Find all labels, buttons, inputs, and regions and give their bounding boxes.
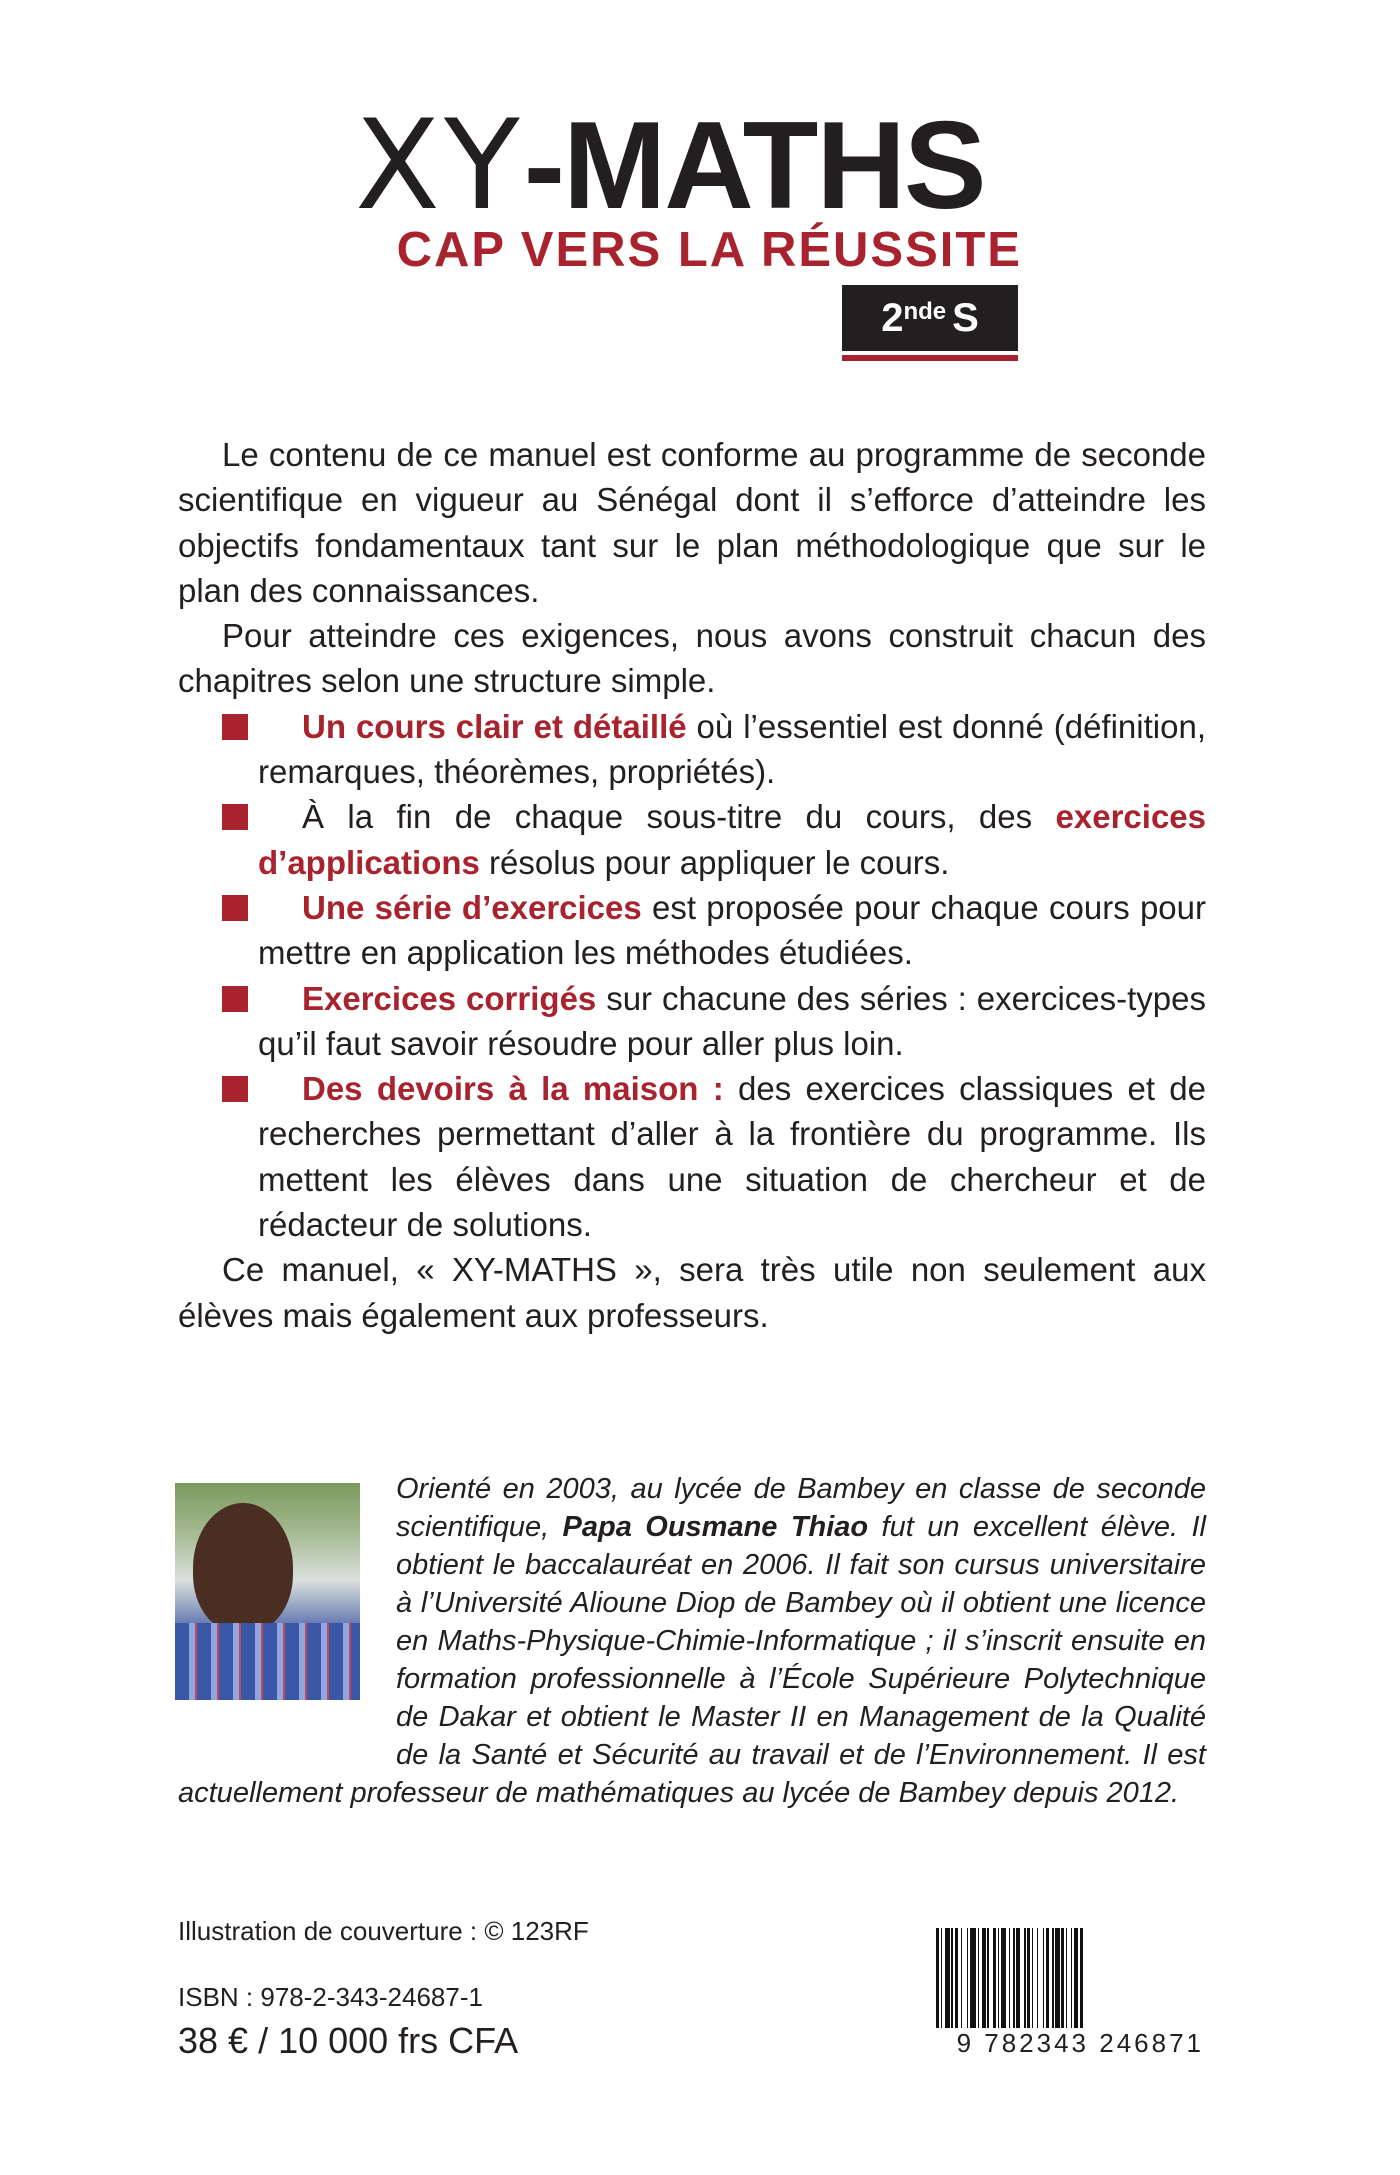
title-bold: -MATHS: [523, 97, 985, 235]
barcode-number: 9 782343 246871: [936, 2028, 1204, 2059]
level-main: 2: [881, 295, 904, 340]
intro-paragraph-1: Le contenu de ce manuel est conforme au programme de seconde scientifique en vigueur au Sénégal dont il s’efforce d’atteindre les objectifs fondamentaux tant sur le plan méthodologique que sur le plan des connaissances.: [178, 436, 1206, 609]
book-title: [355, 94, 1055, 238]
chevron-right-icon: ›: [222, 986, 248, 1012]
level-badge: [842, 285, 1018, 351]
intro-paragraph-2: Pour atteindre ces exigences, nous avons construit chacun des chapitres selon une structure simple.: [178, 617, 1206, 700]
feature-bullet: [178, 794, 1206, 885]
author-bio: [178, 1470, 1206, 1812]
bullet-text: sur chacune des séries : exercices-types qu’il faut savoir résoudre pour aller plus loin.: [258, 979, 1206, 1062]
author-name: Papa Ousmane Thiao: [562, 1511, 869, 1543]
feature-bullet: [178, 704, 1206, 795]
bullet-highlight: Des devoirs à la maison :: [302, 1070, 724, 1108]
barcode: [936, 1928, 1204, 2058]
chevron-right-icon: ›: [222, 1076, 248, 1102]
title-light: XY: [355, 94, 524, 238]
bullet-highlight: exercices d’applications: [258, 798, 1206, 881]
book-subtitle: CAP VERS LA RÉUSSITE: [396, 223, 1022, 277]
price: 38 € / 10 000 frs CFA: [178, 2020, 519, 2061]
bio-text-2: fut un excellent élève. Il obtient le baccalauréat en 2006. Il fait son cursus universitaire à l’Université Alioune Diop de Bambey où il obtient une licence en Maths-Physique-Chimie-Informatique ; il s’inscrit ensuite en formation professionnelle à l’École Supérieure Polytechnique de Dakar et obtient le Master II en Management de la Qualité de la Santé et Sécurité au travail et de l’Environnement. Il est actuellement professeur de mathématiques au lycée de Bambey depuis 2012.: [178, 1511, 1206, 1809]
feature-bullet: [178, 885, 1206, 976]
level-sup: nde: [903, 298, 947, 325]
bullet-highlight: Une série d’exercices: [302, 888, 642, 926]
description: [178, 432, 1206, 1338]
bullet-text: des exercices classiques et de recherches permettant d’aller à la frontière du programme. Ils mettent les élèves dans une situation de chercheur et de rédacteur de solutions.: [258, 1070, 1206, 1244]
level-suffix: S: [952, 295, 979, 340]
bullet-highlight: Exercices corrigés: [302, 979, 597, 1017]
feature-bullet: [178, 976, 1206, 1067]
chevron-right-icon: ›: [222, 714, 248, 740]
cover-credit: Illustration de couverture : © 123RF: [178, 1916, 589, 1946]
bullet-text: où l’essentiel est donné (définition, remarques, théorèmes, propriétés).: [258, 707, 1206, 791]
bullet-highlight: Un cours clair et détaillé: [302, 707, 687, 745]
bullet-text: résolus pour appliquer le cours.: [479, 843, 950, 881]
bio-text-1: Orienté en 2003, au lycée de Bambey en classe de seconde scientifique,: [396, 1473, 1206, 1543]
bullet-text: est proposée pour chaque cours pour mettre en application les méthodes étudiées.: [258, 888, 1206, 972]
feature-bullet: [178, 1066, 1206, 1247]
bullet-text: À la fin de chaque sous-titre du cours, des: [302, 798, 1056, 836]
isbn: ISBN : 978-2-343-24687-1: [178, 1982, 483, 2012]
badge-underline: [842, 355, 1018, 361]
chevron-right-icon: ›: [222, 804, 248, 830]
barcode-bar: [1083, 1928, 1085, 2036]
intro-paragraph-3: Ce manuel, « XY-MATHS », sera très utile non seulement aux élèves mais également aux professeurs.: [178, 1251, 1206, 1334]
chevron-right-icon: ›: [222, 895, 248, 921]
